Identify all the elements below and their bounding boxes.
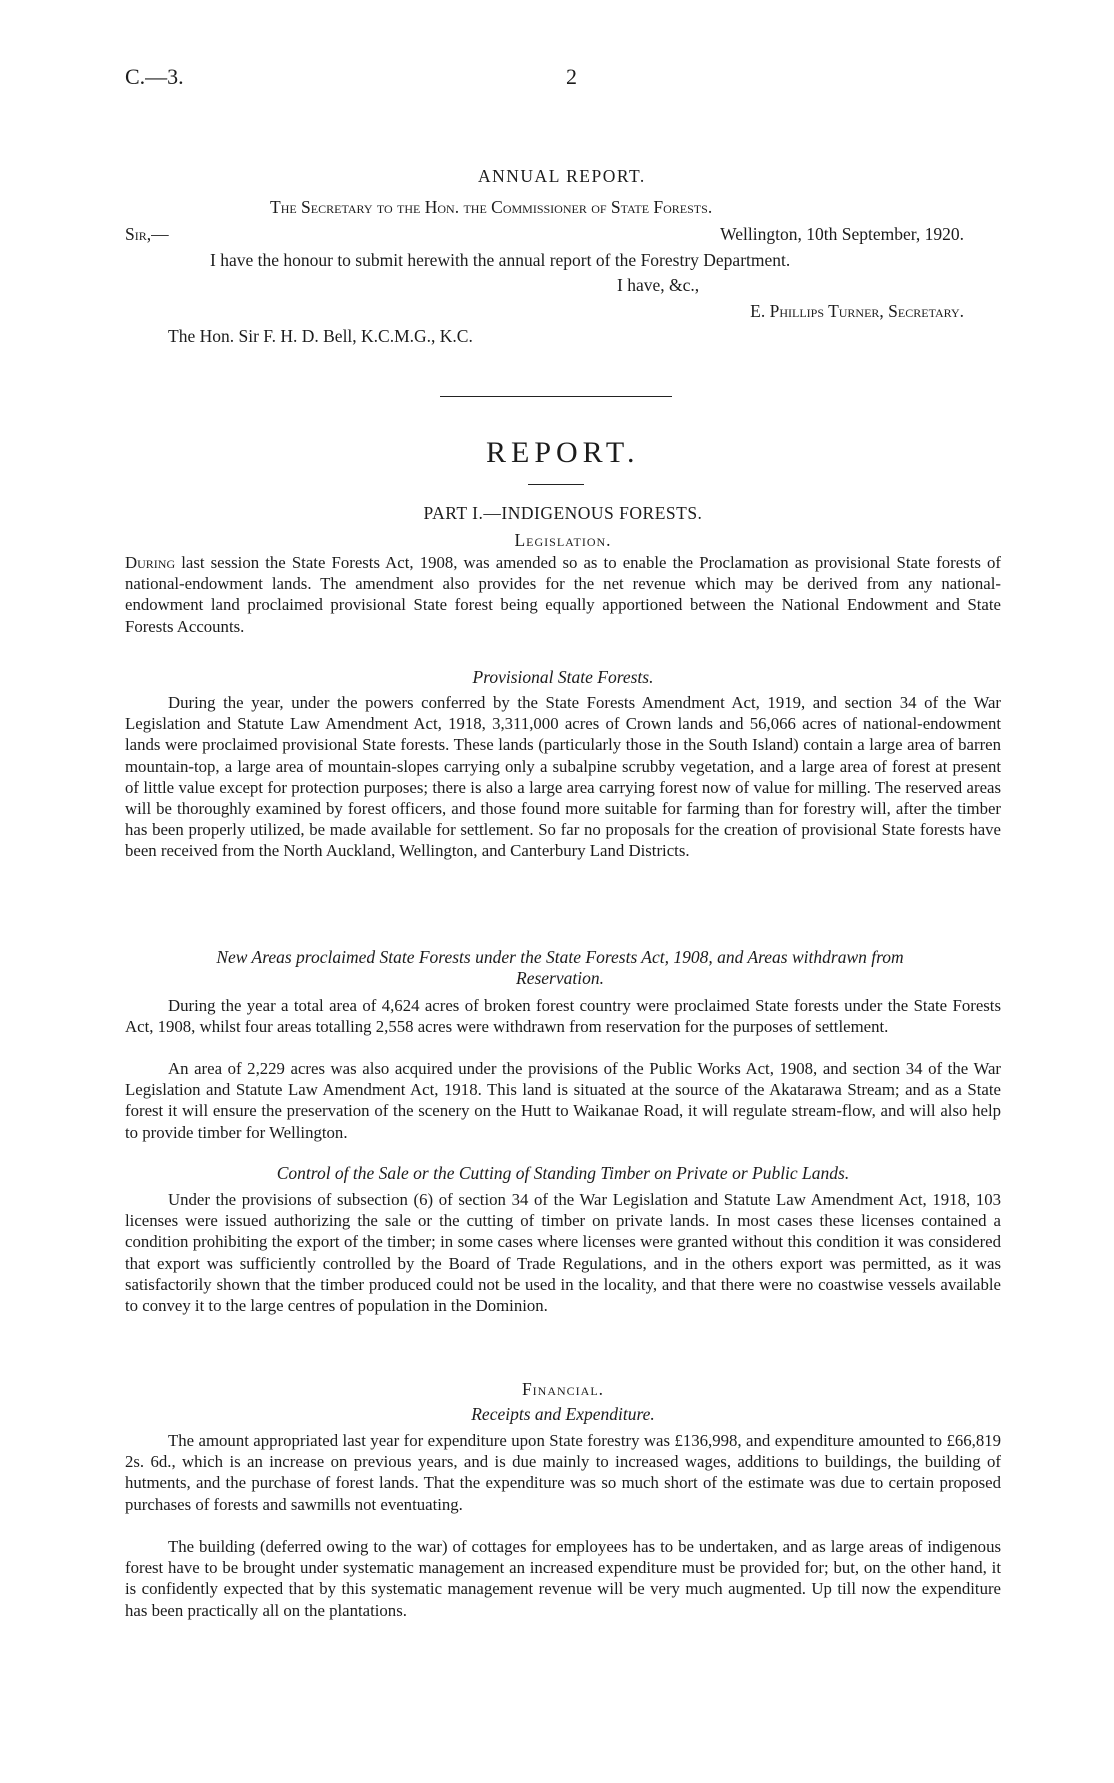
control-paragraph: Under the provisions of subsection (6) of section 34 of the War Legislation and Statute Law Amendment Act, 1918, 103 licenses were issued authorizing the sale or the cutting of timber on private lands. In most cases these licenses contained a condition prohibiting the export of the timber; in some cases where licenses were granted without this condition it was considered that export was sufficiently controlled by the Board of Trade Regulations, and in the others export was permitted, as it was satisfactorily shown that the timber produced could not be used in the locality, and that there were no coastwise vessels available to convey it to the large centres of population in the Dominion. <box>125 1190 1001 1316</box>
letter-closing: I have, &c., <box>617 275 700 295</box>
financial-paragraph-2: The building (deferred owing to the war) of cottages for employees has to be undertaken, and as large areas of indigenous forest have to be brought under systematic management an increased expenditure must be provided for; but, on the other hand, it is confidently expected that by this systematic management revenue will be very much augmented. Up till now the expenditure has been practically all on the plantations. <box>125 1537 1001 1620</box>
series-code: C.—3. <box>125 64 184 89</box>
control-heading: Control of the Sale or the Cutting of Standing Timber on Private or Public Lands. <box>276 1163 850 1183</box>
provisional-heading: Provisional State Forests. <box>472 667 654 687</box>
letter-salutation: Sir,— <box>125 224 169 244</box>
new-areas-heading: New Areas proclaimed State Forests under the State Forests Act, 1908, and Areas withdrawn from Reservation. <box>216 947 904 988</box>
page-number: 2 <box>566 64 577 89</box>
legislation-text: last session the State Forests Act, 1908, was amended so as to enable the Proclamation as provisional State forests of national-endowment lands. The amendment also provides for the net revenue which may be derived from any national-endowment land proclaimed provisional State forest being equally apportioned between the National Endowment and State Forests Accounts. <box>125 553 1001 636</box>
letter-place-date: Wellington, 10th September, 1920. <box>720 224 964 244</box>
provisional-paragraph: During the year, under the powers conferred by the State Forests Amendment Act, 1919, and section 34 of the War Legislation and Statute Law Amendment Act, 1918, 3,311,000 acres of Crown lands and 56,066 acres of national-endowment lands were proclaimed provisional State forests. These lands (particularly those in the South Island) contain a large area of barren mountain-top, a large area of mountain-slopes carrying only a subalpine scrubby vegetation, and a large area of forest at present of little value except for protection purposes; there is also a large area carrying forest now of value for milling. The reserved areas will be thoroughly examined by forest officers, and those found more suitable for farming than for forestry will, after the timber has been properly utilized, be made available for settlement. So far no proposals for the creation of provisional State forests have been received from the North Auckland, Wellington, and Canterbury Land Districts. <box>125 693 1001 861</box>
financial-heading: Financial. <box>521 1379 605 1399</box>
letter-body: I have the honour to submit herewith the annual report of the Forestry Department. <box>210 250 791 270</box>
receipts-subheading: Receipts and Expenditure. <box>471 1404 655 1424</box>
new-areas-paragraph-2: An area of 2,229 acres was also acquired under the provisions of the Public Works Act, 1908, and section 34 of the War Legislation and Statute Law Amendment Act, 1918. This land is situated at the source of the Akatarawa Stream; and as a State forest it will ensure the preservation of the scenery on the Hutt to Waikanae Road, it will regulate stream-flow, and will also help to provide timber for Wellington. <box>125 1059 1001 1142</box>
title-underline <box>528 484 584 485</box>
report-title: REPORT. <box>486 436 640 469</box>
letter-signature: E. Phillips Turner, Secretary. <box>750 301 964 321</box>
letter-recipient: The Hon. Sir F. H. D. Bell, K.C.M.G., K.C. <box>168 326 473 346</box>
part-heading: PART I.—INDIGENOUS FORESTS. <box>423 503 703 523</box>
letter-addressee: The Secretary to the Hon. the Commissioner of State Forests. <box>270 197 713 217</box>
letter-title: ANNUAL REPORT. <box>478 166 646 186</box>
section-divider <box>440 396 672 397</box>
legislation-heading: Legislation. <box>514 530 612 550</box>
legislation-paragraph <box>125 552 1001 637</box>
new-areas-paragraph-1: During the year a total area of 4,624 acres of broken forest country were proclaimed State forests under the State Forests Act, 1908, whilst four areas totalling 2,558 acres were withdrawn from reservation for the purposes of settlement. <box>125 996 1001 1037</box>
financial-paragraph-1: The amount appropriated last year for expenditure upon State forestry was £136,998, and expenditure amounted to £66,819 2s. 6d., which is an increase on previous years, and is due mainly to increased wages, additions to buildings, the building of hutments, and the purchase of forest lands. That the expenditure was so much short of the estimate was due to certain proposed purchases of forests and sawmills not eventuating. <box>125 1431 1001 1514</box>
legislation-lead-word: During <box>125 553 176 572</box>
